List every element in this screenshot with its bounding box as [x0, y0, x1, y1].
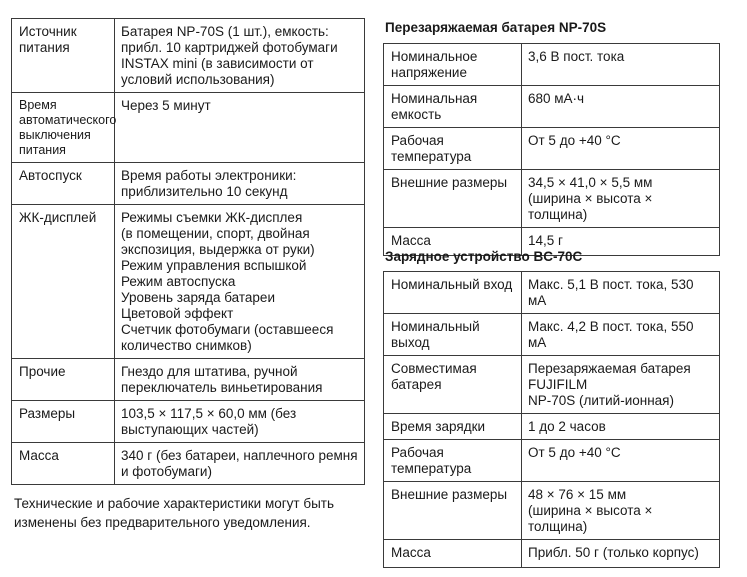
spec-value: 14,5 г	[522, 228, 720, 256]
spec-label: Размеры	[12, 401, 115, 443]
table-row	[12, 93, 365, 163]
spec-label: Прочие	[12, 359, 115, 401]
table-row	[384, 170, 720, 228]
main-specs-table	[11, 18, 365, 485]
table-row	[384, 356, 720, 414]
spec-value: Через 5 минут	[115, 93, 365, 163]
charger-specs-table	[383, 271, 720, 568]
spec-value: Время работы электроники: приблизительно 10 секунд	[115, 163, 365, 205]
spec-label: Совместимая батарея	[384, 356, 522, 414]
spec-label: Внешние размеры	[384, 170, 522, 228]
table-row	[384, 414, 720, 440]
spec-value: Батарея NP-70S (1 шт.), емкость: прибл. 10 картриджей фотобумаги INSTAX mini (в зависимости от условий использования)	[115, 19, 365, 93]
spec-label: Номинальная емкость	[384, 86, 522, 128]
spec-value: 34,5 × 41,0 × 5,5 мм (ширина × высота × толщина)	[522, 170, 720, 228]
spec-value: От 5 до +40 °C	[522, 440, 720, 482]
disclaimer-note: Технические и рабочие характеристики могут быть изменены без предварительного уведомления.	[14, 496, 335, 530]
spec-label: Время автоматического выключения питания	[12, 93, 115, 163]
spec-value: Макс. 5,1 В пост. тока, 530 мА	[522, 272, 720, 314]
charger-section-title: Зарядное устройство BC-70C	[385, 249, 583, 264]
table-row	[384, 128, 720, 170]
spec-value: Гнездо для штатива, ручной переключатель виньетирования	[115, 359, 365, 401]
table-row	[384, 44, 720, 86]
spec-label: Масса	[12, 443, 115, 485]
spec-value: От 5 до +40 °C	[522, 128, 720, 170]
spec-value: 680 мА·ч	[522, 86, 720, 128]
table-row	[384, 272, 720, 314]
table-row	[384, 86, 720, 128]
table-row	[12, 443, 365, 485]
table-row	[384, 540, 720, 568]
spec-label: Внешние размеры	[384, 482, 522, 540]
spec-label: Номинальный вход	[384, 272, 522, 314]
spec-value: Макс. 4,2 В пост. тока, 550 мА	[522, 314, 720, 356]
table-row	[12, 205, 365, 359]
spec-label: Номинальный выход	[384, 314, 522, 356]
spec-label: Номинальное напряжение	[384, 44, 522, 86]
battery-specs-table	[383, 43, 720, 256]
spec-value: Перезаряжаемая батарея FUJIFILM NP-70S (литий-ионная)	[522, 356, 720, 414]
spec-value: 48 × 76 × 15 мм (ширина × высота × толщина)	[522, 482, 720, 540]
table-row	[384, 482, 720, 540]
table-row	[384, 440, 720, 482]
spec-label: Источник питания	[12, 19, 115, 93]
table-row	[384, 314, 720, 356]
table-row	[12, 401, 365, 443]
spec-value: 103,5 × 117,5 × 60,0 мм (без выступающих частей)	[115, 401, 365, 443]
spec-label: Рабочая температура	[384, 440, 522, 482]
battery-section-title: Перезаряжаемая батарея NP-70S	[385, 20, 607, 35]
spec-label: Время зарядки	[384, 414, 522, 440]
table-row	[12, 163, 365, 205]
spec-value: 340 г (без батареи, наплечного ремня и фотобумаги)	[115, 443, 365, 485]
spec-label: ЖК-дисплей	[12, 205, 115, 359]
spec-label: Рабочая температура	[384, 128, 522, 170]
spec-value: 1 до 2 часов	[522, 414, 720, 440]
spec-label: Автоспуск	[12, 163, 115, 205]
table-row	[12, 19, 365, 93]
table-row	[12, 359, 365, 401]
spec-label: Масса	[384, 228, 522, 256]
spec-value: 3,6 В пост. тока	[522, 44, 720, 86]
spec-label: Масса	[384, 540, 522, 568]
spec-value: Режимы съемки ЖК-дисплея (в помещении, спорт, двойная экспозиция, выдержка от руки) Режим управления вспышкой Режим автоспуска Уровень заряда батареи Цветовой эффект Счетчик фотобумаги (оставшееся количество снимков)	[115, 205, 365, 359]
spec-value: Прибл. 50 г (только корпус)	[522, 540, 720, 568]
